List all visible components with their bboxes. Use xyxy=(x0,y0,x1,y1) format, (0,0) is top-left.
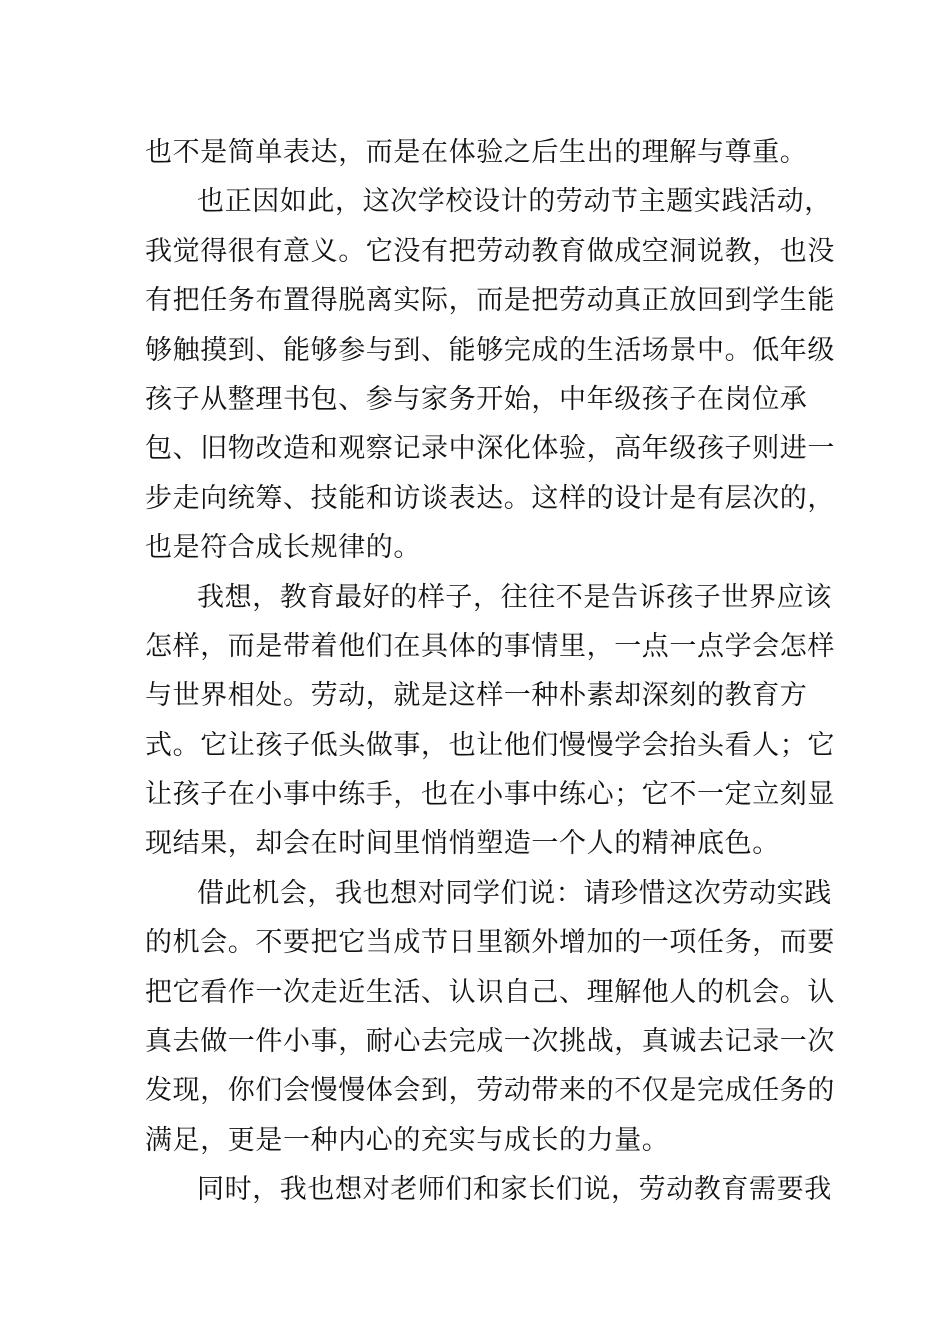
text-line: 也正因如此，这次学校设计的劳动节主题实践活动， xyxy=(197,186,832,218)
text-line: 借此机会，我也想对同学们说：请珍惜这次劳动实践 xyxy=(197,877,832,909)
text-line: 我觉得很有意义。它没有把劳动教育做成空洞说教，也没 xyxy=(145,235,835,267)
paragraph xyxy=(145,573,835,869)
text-line: 把它看作一次走近生活、认识自己、理解他人的机会。认 xyxy=(145,976,835,1008)
text-line: 够触摸到、能够参与到、能够完成的生活场景中。低年级 xyxy=(145,334,835,366)
text-line: 我想，教育最好的样子，往往不是告诉孩子世界应该 xyxy=(197,581,832,613)
text-line: 的机会。不要把它当成节日里额外增加的一项任务，而要 xyxy=(145,927,835,959)
text-line: 孩子从整理书包、参与家务开始，中年级孩子在岗位承 xyxy=(145,383,808,415)
text-line: 怎样，而是带着他们在具体的事情里，一点一点学会怎样 xyxy=(145,630,835,662)
text-line: 也是符合成长规律的。 xyxy=(145,532,421,564)
text-line: 满足，更是一种内心的充实与成长的力量。 xyxy=(145,1124,670,1156)
document-body xyxy=(145,128,835,1215)
paragraph xyxy=(145,177,835,572)
text-line: 现结果，却会在时间里悄悄塑造一个人的精神底色。 xyxy=(145,828,780,860)
text-line: 式。它让孩子低头做事，也让他们慢慢学会抬头看人；它 xyxy=(145,729,835,761)
paragraph xyxy=(145,128,815,177)
text-line: 让孩子在小事中练手，也在小事中练心；它不一定立刻显 xyxy=(145,779,835,811)
text-line: 包、旧物改造和观察记录中深化体验，高年级孩子则进一 xyxy=(145,433,835,465)
text-line: 真去做一件小事，耐心去完成一次挑战，真诚去记录一次 xyxy=(145,1026,835,1058)
text-line: 同时，我也想对老师们和家长们说，劳动教育需要我 xyxy=(197,1174,832,1206)
text-line: 也不是简单表达，而是在体验之后生出的理解与尊重。 xyxy=(145,137,808,168)
paragraph xyxy=(145,1165,832,1214)
paragraph xyxy=(145,869,835,1165)
text-line: 有把任务布置得脱离实际，而是把劳动真正放回到学生能 xyxy=(145,285,835,317)
text-line: 步走向统筹、技能和访谈表达。这样的设计是有层次的， xyxy=(145,482,835,514)
text-line: 发现，你们会慢慢体会到，劳动带来的不仅是完成任务的 xyxy=(145,1075,835,1107)
text-line: 与世界相处。劳动，就是这样一种朴素却深刻的教育方 xyxy=(145,680,808,712)
